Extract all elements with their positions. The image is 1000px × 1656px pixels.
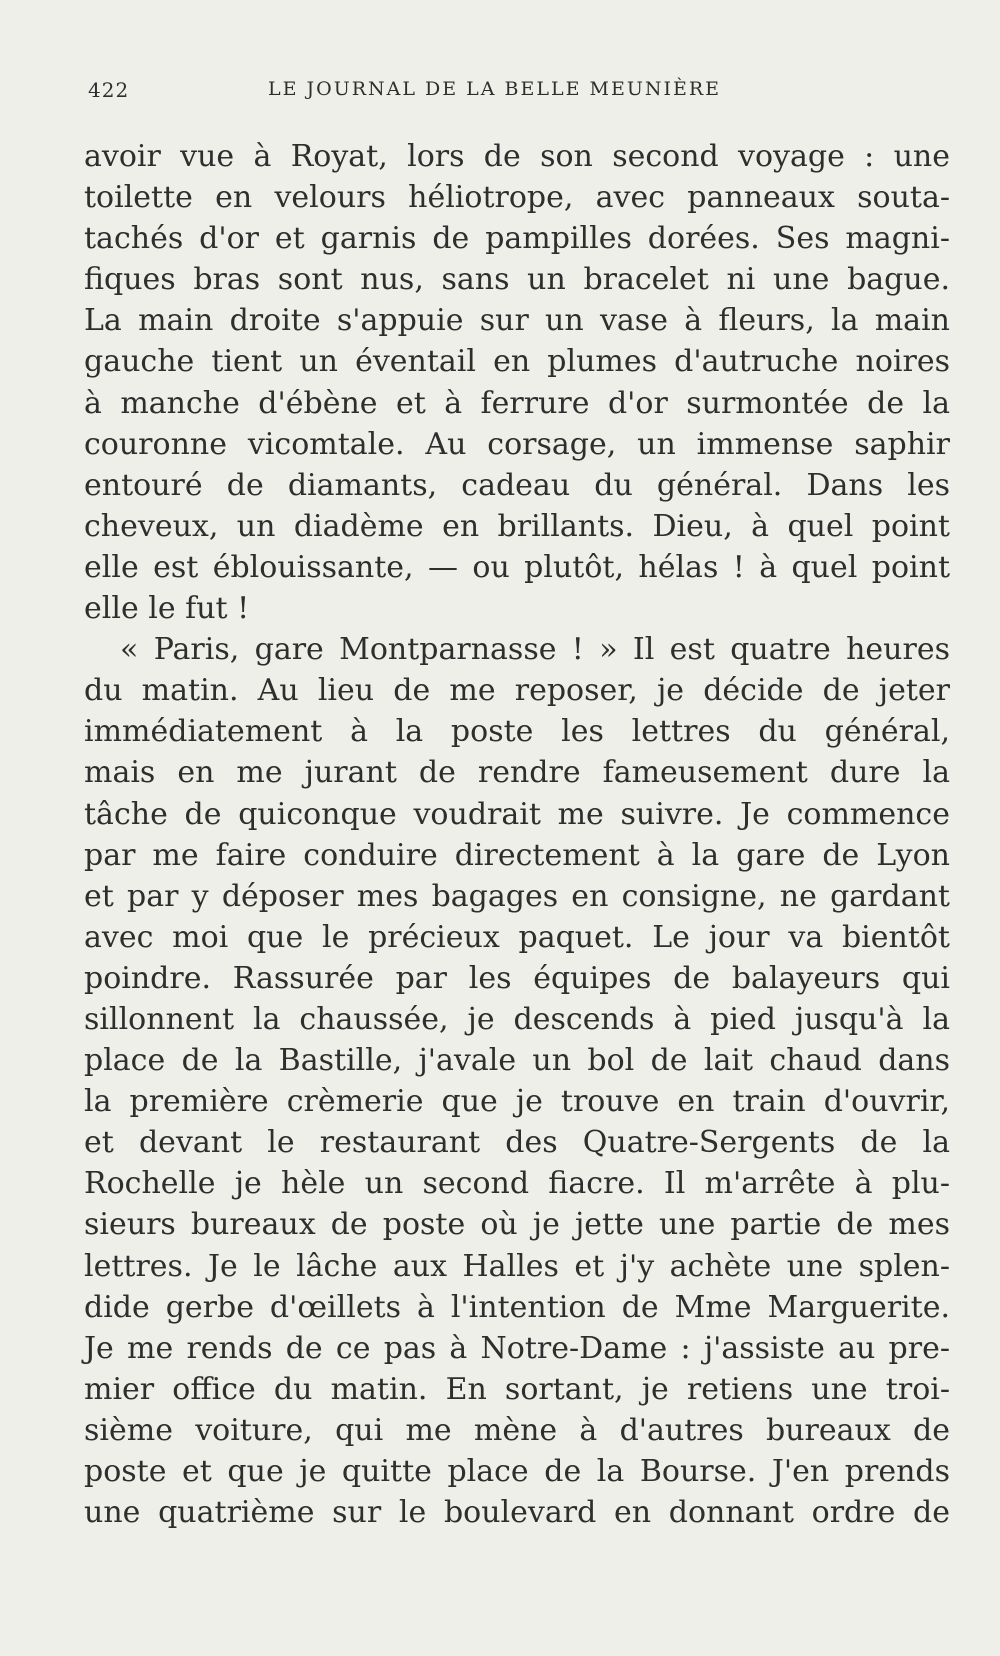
text-line: la première crèmerie que je trouve en train d'ouvrir, xyxy=(84,1084,950,1120)
text-line: sieurs bureaux de poste où je jette une partie de mes xyxy=(84,1207,950,1243)
text-line: toilette en velours héliotrope, avec panneaux souta- xyxy=(84,180,950,216)
text-line: tâche de quiconque voudrait me suivre. Je commence xyxy=(84,796,950,832)
text-line: et par y déposer mes bagages en consigne, ne gardant xyxy=(84,878,950,914)
page-number: 422 xyxy=(88,78,130,102)
text-line: avoir vue à Royat, lors de son second voyage : une xyxy=(84,139,950,174)
text-line: poste et que je quitte place de la Bourse. J'en prends xyxy=(84,1454,950,1489)
text-line: mais en me jurant de rendre fameusement dure la xyxy=(84,755,950,791)
text-line: elle le fut ! xyxy=(84,591,250,627)
text-line: La main droite s'appuie sur un vase à fleurs, la main xyxy=(84,303,950,339)
text-line: sillonnent la chaussée, je descends à pied jusqu'à la xyxy=(84,1001,950,1037)
running-head: LE JOURNAL DE LA BELLE MEUNIÈRE xyxy=(268,78,722,100)
text-line: dide gerbe d'œillets à l'intention de Mme Marguerite. xyxy=(84,1289,950,1325)
text-line: tachés d'or et garnis de pampilles dorées. Ses magni- xyxy=(84,221,950,257)
text-line: avec moi que le précieux paquet. Le jour va bientôt xyxy=(84,919,950,955)
text-line: « Paris, gare Montparnasse ! » Il est quatre heures xyxy=(120,632,950,668)
text-line: par me faire conduire directement à la gare de Lyon xyxy=(84,837,950,873)
page-header xyxy=(88,78,908,108)
text-line: immédiatement à la poste les lettres du général, xyxy=(84,714,950,750)
text-line: à manche d'ébène et à ferrure d'or surmontée de la xyxy=(84,385,950,421)
text-line: sième voiture, qui me mène à d'autres bureaux de xyxy=(84,1412,950,1448)
text-line: gauche tient un éventail en plumes d'autruche noires xyxy=(84,344,950,380)
text-line: place de la Bastille, j'avale un bol de lait chaud dans xyxy=(84,1043,950,1079)
text-line: fiques bras sont nus, sans un bracelet ni une bague. xyxy=(84,262,950,298)
body-text xyxy=(84,136,950,1533)
text-line: cheveux, un diadème en brillants. Dieu, à quel point xyxy=(84,508,950,544)
text-line: elle est éblouissante, — ou plutôt, hélas ! à quel point xyxy=(84,549,950,585)
text-line: lettres. Je le lâche aux Halles et j'y achète une splen- xyxy=(84,1248,950,1284)
text-line: mier office du matin. En sortant, je retiens une troi- xyxy=(84,1371,950,1407)
text-line: Je me rends de ce pas à Notre-Dame : j'assiste au pre- xyxy=(84,1330,950,1366)
text-line: du matin. Au lieu de me reposer, je décide de jeter xyxy=(84,673,950,709)
text-line: et devant le restaurant des Quatre-Sergents de la xyxy=(84,1125,950,1161)
text-line: entouré de diamants, cadeau du général. Dans les xyxy=(84,467,950,503)
text-line: une quatrième sur le boulevard en donnant ordre de xyxy=(84,1495,950,1531)
text-line: couronne vicomtale. Au corsage, un immense saphir xyxy=(84,426,950,462)
text-line: poindre. Rassurée par les équipes de balayeurs qui xyxy=(84,960,950,996)
text-line: Rochelle je hèle un second fiacre. Il m'arrête à plu- xyxy=(84,1166,950,1202)
